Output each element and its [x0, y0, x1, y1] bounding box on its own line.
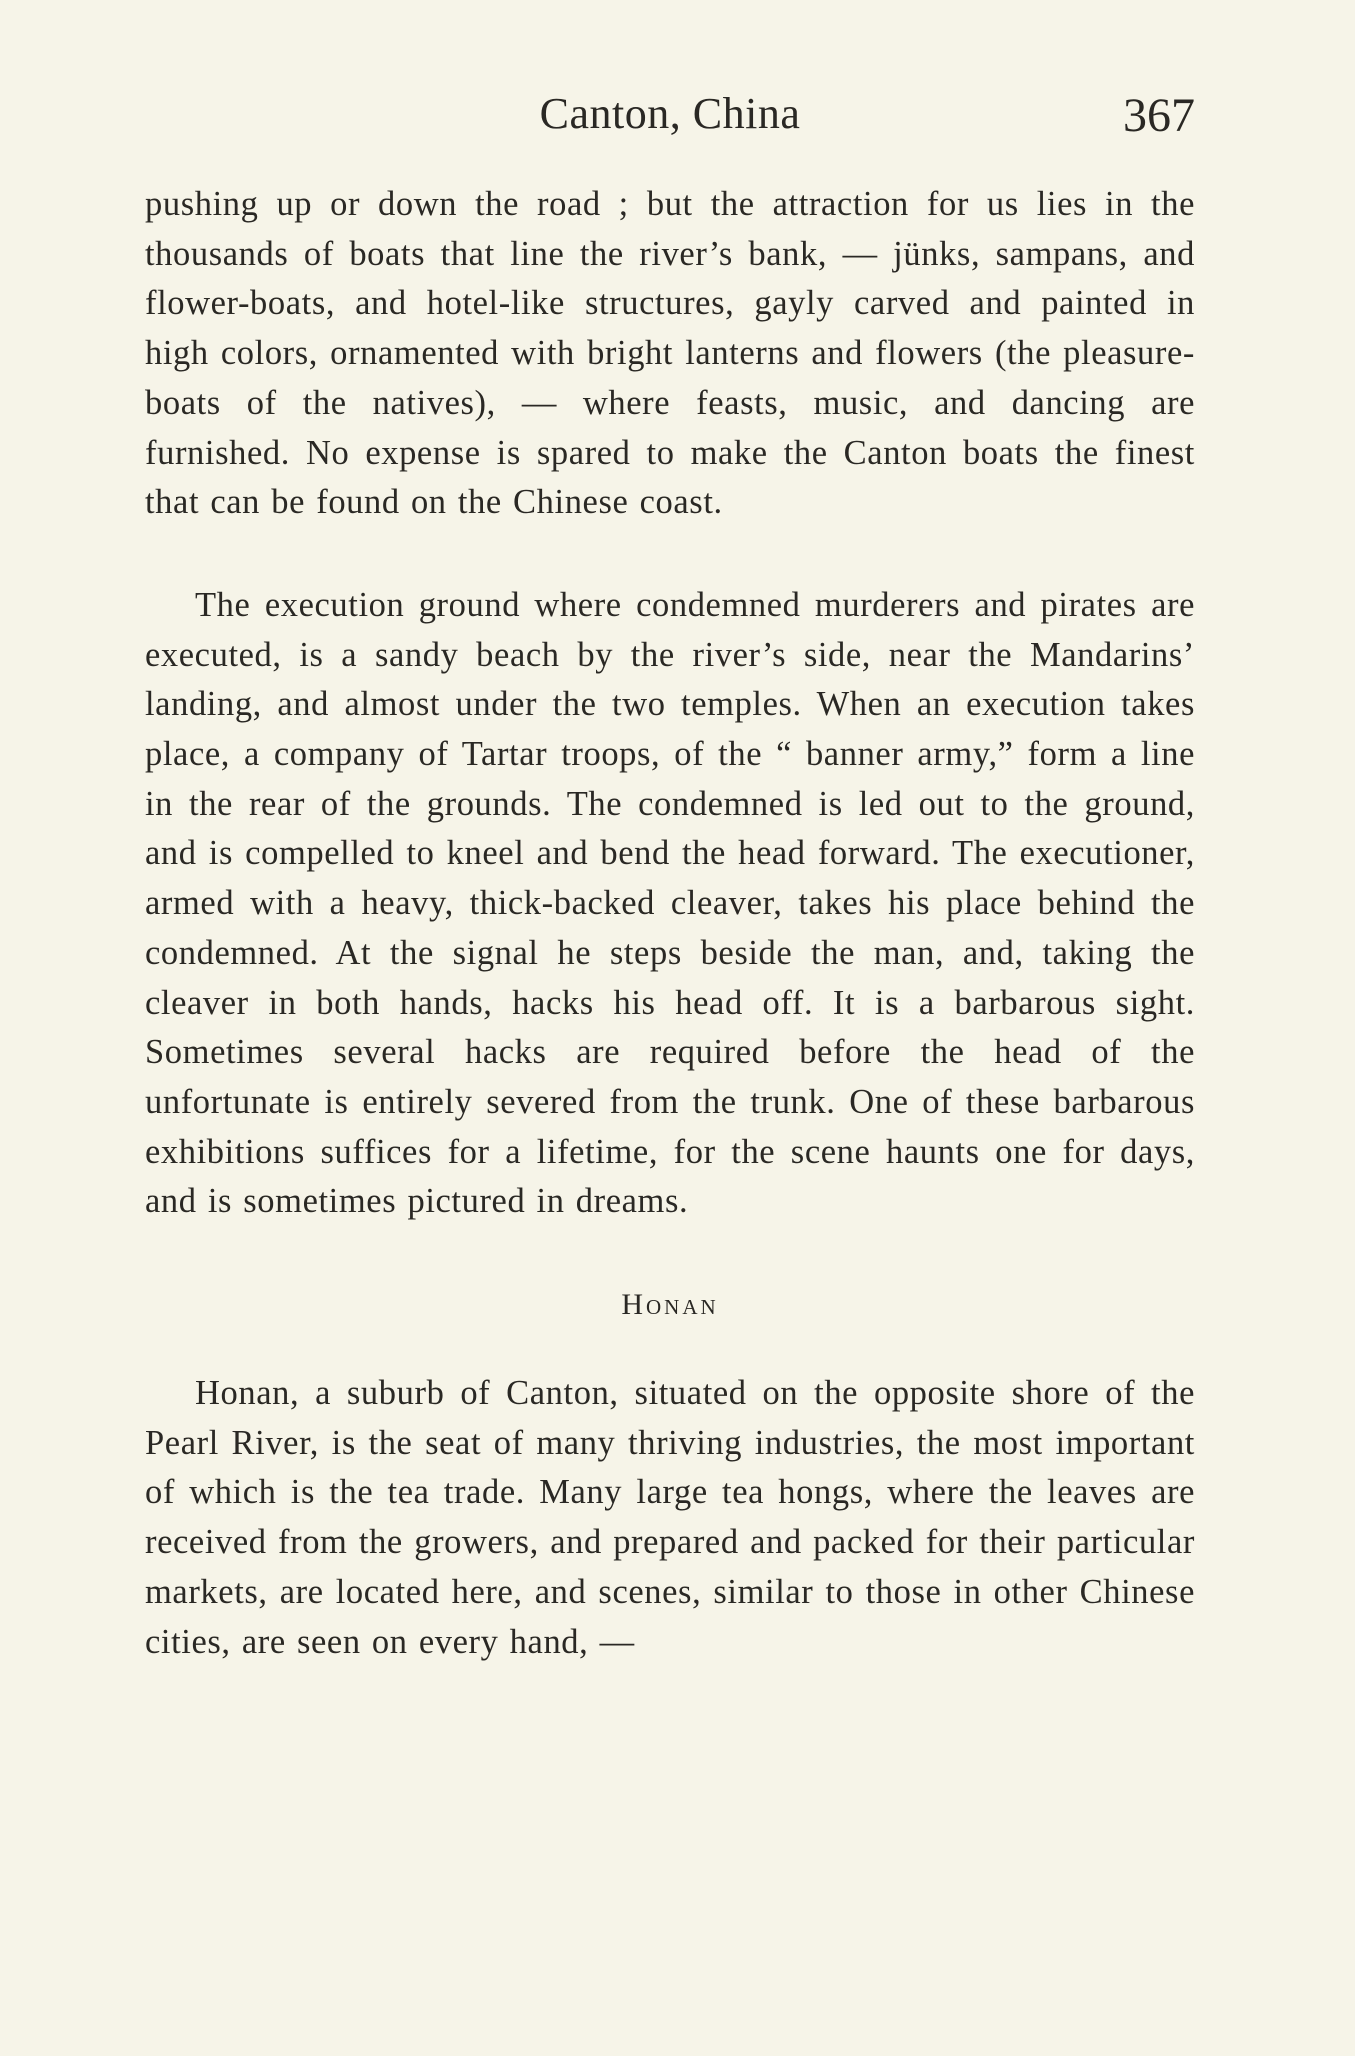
- paragraph-execution-ground: The execution ground where condemned murderers and pirates are executed, is a sandy beach by the river’s side, near the Mandarins’ landing, and almost under the two temples. When an execution takes place, a company of Tartar troops, of the “ banner army,” form a line in the rear of the grounds. The condemned is led out to the ground, and is compelled to kneel and bend the head forward. The executioner, armed with a heavy, thick-backed cleaver, takes his place behind the condemned. At the signal he steps beside the man, and, taking the cleaver in both hands, hacks his head off. It is a barbarous sight. Sometimes several hacks are required before the head of the unfortunate is entirely severed from the trunk. One of these barbarous exhibitions suffices for a lifetime, for the scene haunts one for days, and is sometimes pictured in dreams.: [145, 585, 1195, 1221]
- running-head: [145, 84, 1195, 144]
- body-text: [145, 180, 1195, 1667]
- section-heading: Honan: [621, 1288, 719, 1322]
- paragraph-gap: [145, 528, 1195, 581]
- page-number: 367: [1123, 89, 1195, 142]
- running-title: Canton, China: [539, 89, 801, 138]
- paragraph-boats: pushing up or down the road ; but the attraction for us lies in the thousands of boats that line the river’s bank, — jünks, sampans, and flower-boats, and hotel-like structures, gayly carved and painted in high colors, ornamented with bright lanterns and flowers (the pleasure-boats of the natives), — where feasts, music, and dancing are furnished. No expense is spared to make the Canton boats the finest that can be found on the Chinese coast.: [145, 185, 1195, 522]
- paragraph-honan: Honan, a suburb of Canton, situated on the opposite shore of the Pearl River, is the seat of many thriving industries, the most important of which is the tea trade. Many large tea hongs, where the leaves are received from the growers, and prepared and packed for their particular markets, are located here, and scenes, similar to those in other Chinese cities, are seen on every hand, —: [145, 1374, 1195, 1661]
